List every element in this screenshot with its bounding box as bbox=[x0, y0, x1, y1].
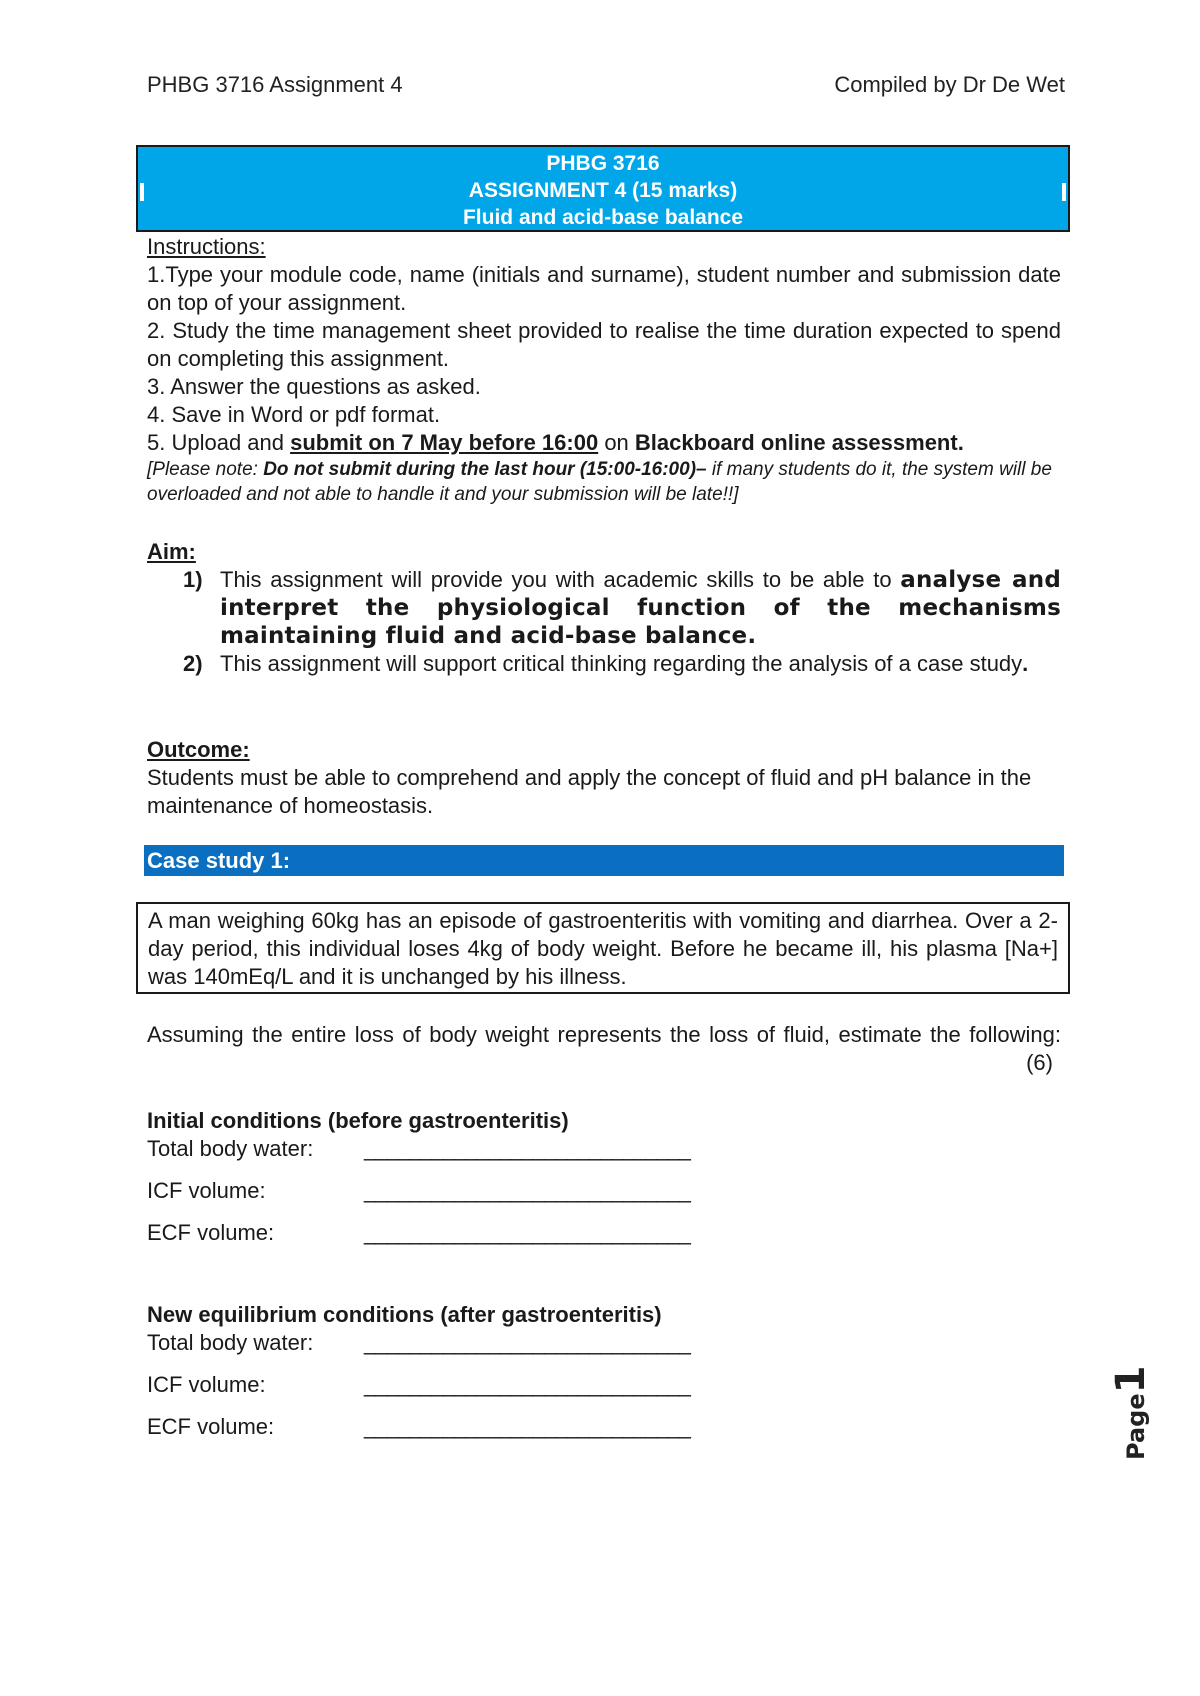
initial-field-tbw bbox=[147, 1135, 1061, 1177]
aim-item-1 bbox=[147, 566, 1061, 650]
instruction-item-3: 3. Answer the questions as asked. bbox=[147, 374, 481, 399]
submission-note bbox=[147, 457, 1061, 507]
title-line-1: PHBG 3716 bbox=[546, 152, 660, 175]
new-icf-label: ICF volume: bbox=[147, 1372, 266, 1397]
instructions-section bbox=[147, 233, 1061, 507]
title-box bbox=[136, 145, 1070, 232]
outcome-section bbox=[147, 736, 1061, 820]
aim-item-2-text: This assignment will support critical thinking regarding the analysis of a case study bbox=[220, 651, 1023, 676]
initial-conditions bbox=[147, 1107, 1061, 1261]
aim-heading: Aim: bbox=[147, 539, 196, 564]
initial-field-icf bbox=[147, 1177, 1061, 1219]
new-tbw-label: Total body water: bbox=[147, 1330, 314, 1355]
title-notch-left bbox=[140, 183, 144, 201]
page-number bbox=[1108, 1366, 1154, 1460]
aim-item-1-emphasis: analyse and interpret the physiological function of the mechanisms maintaining fluid and acid-base balance. bbox=[220, 567, 1061, 649]
instruction-item-2: 2. Study the time management sheet provided to realise the time duration expected to spend on completing this assignment. bbox=[147, 318, 1061, 371]
aim-list bbox=[147, 566, 1061, 678]
aim-section bbox=[147, 538, 1061, 678]
case-question-line bbox=[147, 1021, 1061, 1049]
header-left: PHBG 3716 Assignment 4 bbox=[147, 72, 403, 97]
aim-item-2 bbox=[147, 650, 1061, 678]
new-equilibrium-heading: New equilibrium conditions (after gastroenteritis) bbox=[147, 1302, 662, 1327]
new-tbw-answer-line[interactable]: _____________________________ bbox=[364, 1330, 690, 1355]
aim-item-2-end: . bbox=[1022, 651, 1029, 676]
case-marks: (6) bbox=[1026, 1050, 1053, 1075]
new-field-tbw bbox=[147, 1329, 1061, 1371]
title-notch-right bbox=[1062, 183, 1066, 201]
instruction-item-5 bbox=[147, 429, 1061, 457]
case-study-description: A man weighing 60kg has an episode of gastroenteritis with vomiting and diarrhea. Over a 2-day period, this individual loses 4kg of body weight. Before he became ill, his plasma [Na+] was 140mEq/L and it is unchanged by his illness. bbox=[136, 902, 1070, 994]
initial-ecf-label: ECF volume: bbox=[147, 1220, 275, 1245]
new-field-ecf bbox=[147, 1413, 1061, 1455]
case-study-title: Case study 1: bbox=[144, 845, 1064, 876]
initial-field-ecf bbox=[147, 1219, 1061, 1261]
note-open: [Please note: bbox=[147, 459, 264, 480]
title-line-3: Fluid and acid-base balance bbox=[462, 206, 744, 229]
initial-icf-answer-line[interactable]: _____________________________ bbox=[364, 1178, 690, 1203]
new-ecf-label: ECF volume: bbox=[147, 1414, 275, 1439]
note-rest: if many students do it, the system will be overloaded and not able to handle it and your submission will be late!!] bbox=[147, 459, 1052, 505]
new-ecf-answer-line[interactable]: _____________________________ bbox=[364, 1414, 690, 1439]
aim-item-2-num: 2) bbox=[183, 651, 203, 676]
header-right: Compiled by Dr De Wet bbox=[834, 72, 1065, 97]
aim-item-1-num: 1) bbox=[183, 567, 203, 592]
title-line-2: ASSIGNMENT 4 (15 marks) bbox=[468, 179, 738, 202]
case-question-text: Assuming the entire loss of body weight represents the loss of fluid, estimate the following: bbox=[147, 1022, 1061, 1047]
outcome-heading: Outcome: bbox=[147, 737, 250, 762]
initial-tbw-answer-line[interactable]: _____________________________ bbox=[364, 1136, 690, 1161]
case-question bbox=[147, 1021, 1061, 1075]
instruction-item-1: 1.Type your module code, name (initials and surname), student number and submission date on top of your assignment. bbox=[147, 262, 1061, 315]
instruction-item-4: 4. Save in Word or pdf format. bbox=[147, 402, 441, 427]
initial-ecf-answer-line[interactable]: _____________________________ bbox=[364, 1220, 690, 1245]
new-field-icf bbox=[147, 1371, 1061, 1413]
submission-platform: Blackboard online assessment. bbox=[634, 430, 964, 455]
submission-deadline: submit on 7 May before 16:00 bbox=[290, 430, 599, 455]
page-number-value: 1 bbox=[1108, 1365, 1154, 1394]
item5-mid: on bbox=[598, 430, 635, 455]
initial-tbw-label: Total body water: bbox=[147, 1136, 314, 1161]
new-icf-answer-line[interactable]: _____________________________ bbox=[364, 1372, 690, 1397]
note-warning: Do not submit during the last hour (15:00-16:00)– bbox=[263, 459, 707, 480]
page-word: Page bbox=[1122, 1393, 1150, 1460]
item5-pre: 5. Upload and bbox=[147, 430, 291, 455]
outcome-text: Students must be able to comprehend and apply the concept of fluid and pH balance in the maintenance of homeostasis. bbox=[147, 765, 1032, 818]
initial-icf-label: ICF volume: bbox=[147, 1178, 266, 1203]
initial-heading: Initial conditions (before gastroenteritis) bbox=[147, 1108, 569, 1133]
instructions-heading: Instructions: bbox=[147, 234, 266, 259]
new-equilibrium-conditions bbox=[147, 1301, 1061, 1455]
aim-item-1-text: This assignment will provide you with academic skills to be able to bbox=[220, 567, 901, 592]
